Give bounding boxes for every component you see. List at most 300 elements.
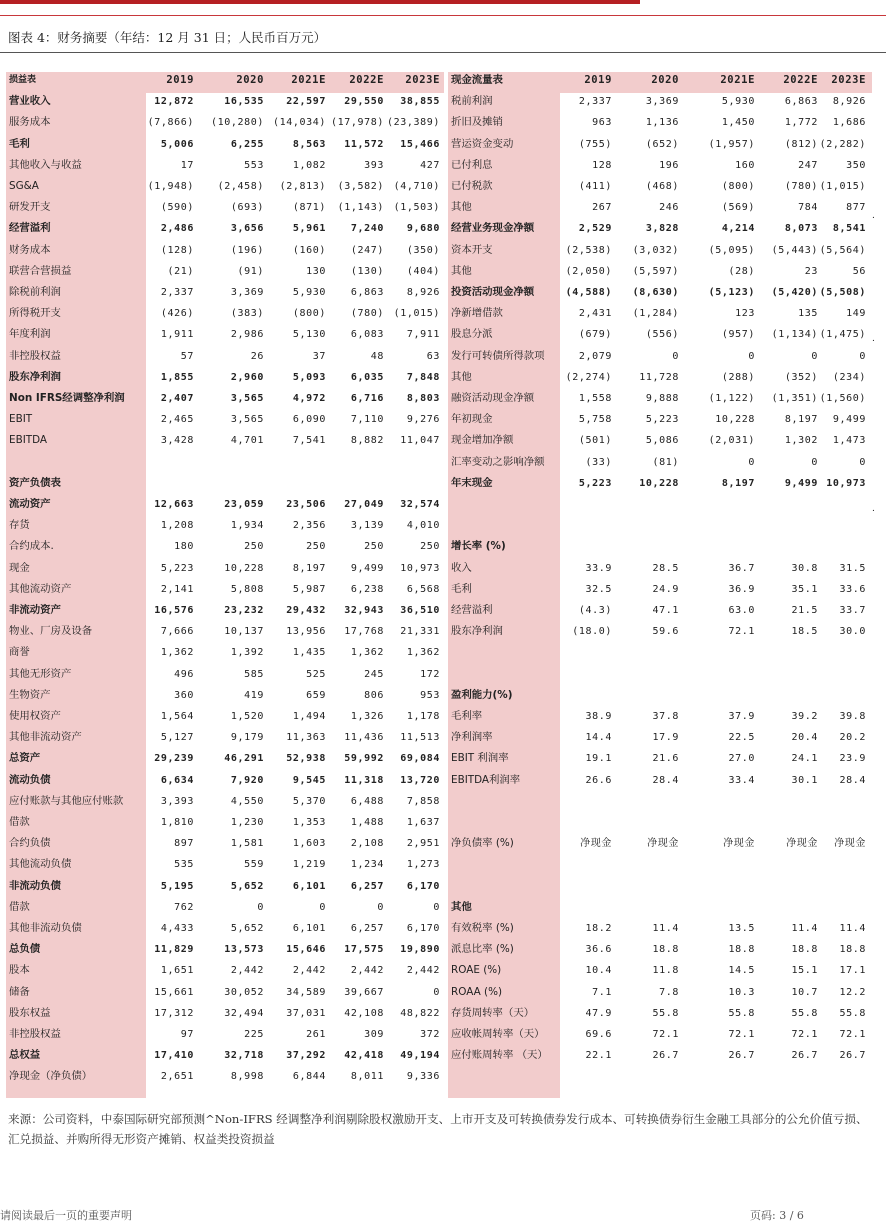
left-cell: 13,956 bbox=[286, 626, 326, 638]
right-cell: (4.3) bbox=[578, 605, 612, 616]
left-cell: 13,720 bbox=[400, 774, 440, 786]
left-cell: 245 bbox=[364, 668, 384, 680]
right-row-label: 毛利率 bbox=[451, 710, 483, 722]
right-row bbox=[0, 982, 886, 1003]
left-cell: (247) bbox=[350, 244, 384, 256]
left-cell: 9,499 bbox=[350, 562, 384, 574]
right-cell: 1,686 bbox=[832, 117, 866, 129]
left-cell: 32,494 bbox=[224, 1007, 264, 1019]
left-cell: 52,938 bbox=[286, 753, 326, 765]
left-cell: (7,866) bbox=[147, 117, 194, 129]
left-cell: 496 bbox=[174, 668, 194, 680]
right-cell: 18.8 bbox=[652, 944, 679, 956]
right-cell: 39.2 bbox=[791, 711, 818, 722]
left-cell: 17,575 bbox=[344, 944, 384, 956]
right-cell: 12.2 bbox=[839, 986, 866, 998]
left-cell: 8,563 bbox=[292, 138, 326, 150]
right-cell: 9,499 bbox=[784, 477, 818, 489]
left-row-label: 年度利润 bbox=[9, 328, 51, 341]
right-row bbox=[0, 112, 886, 133]
left-cell: 1,178 bbox=[406, 711, 440, 722]
left-row-label: 联营合营损益 bbox=[9, 264, 72, 277]
left-cell: 250 bbox=[306, 541, 326, 553]
right-row-label: ROAA (%) bbox=[451, 985, 503, 998]
left-cell: 32,718 bbox=[224, 1050, 264, 1062]
left-cell: 180 bbox=[174, 541, 194, 553]
right-cell: 6,863 bbox=[784, 96, 818, 108]
left-row-label: 服务成本 bbox=[9, 116, 51, 129]
left-cell: (2,813) bbox=[279, 181, 326, 192]
footer-disclaimer: 请阅读最后一页的重要声明 bbox=[0, 1209, 132, 1222]
left-cell: 10,137 bbox=[224, 626, 264, 638]
right-cell: 72.1 bbox=[791, 1029, 818, 1040]
right-cell: 11.4 bbox=[839, 923, 866, 934]
left-cell: 5,987 bbox=[292, 583, 326, 595]
right-row bbox=[0, 367, 886, 388]
right-cell: 26.7 bbox=[791, 1050, 818, 1062]
left-cell: (426) bbox=[160, 308, 194, 320]
left-cell: 37,031 bbox=[286, 1007, 326, 1019]
left-cell: 5,127 bbox=[160, 732, 194, 744]
right-cell: 30.8 bbox=[791, 562, 818, 574]
right-cell: (3,032) bbox=[632, 244, 679, 256]
edge-tick: . bbox=[872, 504, 875, 514]
right-row bbox=[0, 558, 886, 579]
right-cell: (81) bbox=[652, 456, 679, 468]
left-cell: 6,255 bbox=[230, 138, 264, 150]
left-row-label: 经营溢利 bbox=[9, 222, 51, 235]
right-row-label: 股息分派 bbox=[451, 328, 493, 341]
right-cell: 2,431 bbox=[578, 308, 612, 320]
left-cell: 1,581 bbox=[230, 838, 264, 850]
right-row-label: 净新增借款 bbox=[451, 307, 503, 320]
right-cell: 13.5 bbox=[728, 923, 755, 934]
left-cell: 6,170 bbox=[406, 923, 440, 934]
left-row-label: 毛利 bbox=[9, 137, 30, 150]
right-cell: (2,050) bbox=[565, 265, 612, 277]
right-cell: 10.4 bbox=[585, 965, 612, 977]
right-cell: (812) bbox=[784, 138, 818, 150]
left-cell: (2,458) bbox=[217, 181, 264, 192]
right-cell: 47.1 bbox=[652, 605, 679, 616]
left-cell: 2,108 bbox=[350, 838, 384, 850]
right-cell: 877 bbox=[846, 202, 866, 214]
left-cell: 9,336 bbox=[406, 1071, 440, 1083]
left-row-label: 其他收入与收益 bbox=[9, 158, 82, 171]
left-cell: 3,656 bbox=[230, 223, 264, 235]
right-cell: 19.1 bbox=[585, 753, 612, 765]
left-cell: 23,506 bbox=[286, 499, 326, 510]
right-cell: 7.8 bbox=[659, 986, 679, 998]
right-cell: 21.6 bbox=[652, 753, 679, 765]
right-cell: 3,369 bbox=[645, 96, 679, 108]
right-cell: 18.8 bbox=[791, 944, 818, 956]
right-row bbox=[0, 155, 886, 176]
left-cell: 36,510 bbox=[400, 605, 440, 616]
left-cell: 34,589 bbox=[286, 986, 326, 998]
right-cell: 37.8 bbox=[652, 711, 679, 722]
right-row-label: 发行可转债所得款项 bbox=[451, 349, 545, 362]
left-cell: 5,195 bbox=[160, 880, 194, 892]
left-cell: 5,223 bbox=[160, 562, 194, 574]
left-cell: (91) bbox=[237, 265, 264, 277]
right-cell: 26.7 bbox=[839, 1050, 866, 1062]
right-cell: (2,538) bbox=[565, 244, 612, 256]
left-cell: 2,951 bbox=[406, 838, 440, 850]
left-cell: 6,090 bbox=[292, 414, 326, 426]
right-row-label: 派息比率 (%) bbox=[451, 943, 514, 956]
figure-title: 图表 4：财务摘要（年结：12 月 31 日；人民币百万元） bbox=[8, 30, 327, 45]
left-cell: 261 bbox=[306, 1029, 326, 1040]
left-cell: 6,257 bbox=[350, 880, 384, 892]
left-cell: 6,863 bbox=[350, 287, 384, 298]
right-row-label: 增长率 (%) bbox=[451, 540, 506, 553]
right-cell: (2,282) bbox=[819, 138, 866, 150]
left-cell: 1,564 bbox=[160, 711, 194, 722]
left-cell: 4,433 bbox=[160, 923, 194, 934]
left-row-label: 股东权益 bbox=[9, 1006, 51, 1019]
left-cell: 1,273 bbox=[406, 859, 440, 871]
left-cell: 5,652 bbox=[230, 880, 264, 892]
left-row-label: 总权益 bbox=[9, 1049, 41, 1062]
left-cell: (1,143) bbox=[337, 202, 384, 214]
right-cell: (652) bbox=[645, 138, 679, 150]
left-cell: 2,141 bbox=[160, 583, 194, 595]
right-row bbox=[0, 685, 886, 706]
right-cell: (5,564) bbox=[819, 244, 866, 256]
left-cell: 172 bbox=[420, 668, 440, 680]
right-cell: 63.0 bbox=[728, 605, 755, 616]
right-row bbox=[0, 134, 886, 155]
right-row-label: 应收帐周转率（天） bbox=[451, 1028, 545, 1040]
left-cell: 12,872 bbox=[154, 96, 194, 108]
right-cell: (1,015) bbox=[819, 181, 866, 192]
right-cell: 33.7 bbox=[839, 605, 866, 616]
left-row-label: EBITDA bbox=[9, 434, 48, 447]
left-cell: 7,666 bbox=[160, 626, 194, 638]
left-row-label: 资产负债表 bbox=[9, 476, 61, 489]
left-cell: 6,716 bbox=[350, 393, 384, 404]
left-cell: 0 bbox=[257, 901, 264, 913]
left-cell: 2,442 bbox=[292, 965, 326, 977]
left-row-label: 股本 bbox=[9, 964, 30, 977]
left-cell: 13,573 bbox=[224, 944, 264, 956]
right-cell: (28) bbox=[728, 265, 755, 277]
left-cell: 2,486 bbox=[160, 223, 194, 235]
left-row-label: EBIT bbox=[9, 413, 33, 426]
right-cell: 1,136 bbox=[645, 117, 679, 129]
left-cell: 26 bbox=[250, 350, 264, 362]
right-cell: (2,274) bbox=[565, 371, 612, 383]
left-row-label: 其他非流动资产 bbox=[9, 731, 82, 744]
right-cell: (5,443) bbox=[771, 244, 818, 256]
right-cell: 10.7 bbox=[791, 986, 818, 998]
left-cell: 42,108 bbox=[344, 1007, 384, 1019]
left-cell: 15,646 bbox=[286, 944, 326, 956]
right-cell: (18.0) bbox=[572, 626, 612, 638]
left-cell: 57 bbox=[180, 350, 194, 362]
top-accent-bar bbox=[0, 0, 640, 4]
right-cell: 963 bbox=[592, 117, 612, 129]
right-cell: 23 bbox=[804, 265, 818, 277]
right-row bbox=[0, 770, 886, 791]
left-row-label: 存货 bbox=[9, 519, 30, 532]
left-cell: 29,239 bbox=[154, 753, 194, 765]
right-row-label: 已付利息 bbox=[451, 158, 493, 171]
top-rule bbox=[0, 15, 886, 16]
left-cell: (23,389) bbox=[387, 117, 440, 129]
right-cell: (234) bbox=[832, 371, 866, 383]
left-cell: 2,651 bbox=[160, 1071, 194, 1083]
right-cell: (352) bbox=[784, 371, 818, 383]
right-row bbox=[0, 388, 886, 409]
right-row-label: 资本开支 bbox=[451, 243, 493, 256]
right-row-label: ROAE (%) bbox=[451, 964, 502, 977]
left-cell: 1,230 bbox=[230, 817, 264, 828]
left-row-label: 合约负债 bbox=[9, 837, 51, 850]
edge-tick: . bbox=[872, 334, 875, 344]
left-cell: 4,972 bbox=[292, 393, 326, 404]
left-row-label: 非控股权益 bbox=[9, 349, 61, 362]
left-cell: 63 bbox=[426, 350, 440, 362]
left-cell: 525 bbox=[306, 668, 326, 680]
right-cell: (5,123) bbox=[708, 287, 755, 298]
left-cell: 3,565 bbox=[230, 393, 264, 404]
left-cell: 6,238 bbox=[350, 583, 384, 595]
left-row-label: 生物资产 bbox=[9, 688, 51, 701]
left-row-label: 其他非流动负债 bbox=[9, 922, 82, 934]
left-cell: 6,083 bbox=[350, 329, 384, 341]
left-cell: 2,960 bbox=[230, 371, 264, 383]
right-row bbox=[0, 664, 886, 685]
left-cell: 4,010 bbox=[406, 520, 440, 532]
source-note: 来源：公司资料，中泰国际研究部预测^Non-IFRS 经调整净利润剔除股权激励开支、上市开支及可转换债券发行成本、可转换债券衍生金融工具部分的公允价值亏损、汇兑损益、并购所得无形资产摊销、权益类投资损益 bbox=[8, 1112, 868, 1146]
left-cell: 250 bbox=[420, 541, 440, 553]
right-row bbox=[0, 748, 886, 769]
left-cell: 30,052 bbox=[224, 986, 264, 998]
left-row-label: 非控股权益 bbox=[9, 1028, 61, 1040]
left-row-label: 非流动资产 bbox=[9, 604, 61, 616]
left-row-label: 所得税开支 bbox=[9, 307, 61, 320]
left-cell: 29,432 bbox=[286, 605, 326, 616]
left-row-label: 应付账款与其他应付账款 bbox=[9, 794, 124, 807]
right-cell: 55.8 bbox=[652, 1007, 679, 1019]
right-cell: 27.0 bbox=[728, 753, 755, 765]
right-cell: 24.9 bbox=[652, 583, 679, 595]
left-row-label: 流动资产 bbox=[9, 498, 51, 510]
left-cell: 11,318 bbox=[344, 774, 384, 786]
right-cell: 350 bbox=[846, 159, 866, 171]
left-cell: 8,998 bbox=[230, 1071, 264, 1083]
right-row-label: 投资活动现金净额 bbox=[451, 286, 535, 298]
left-cell: 250 bbox=[244, 541, 264, 553]
left-row-label: 总负债 bbox=[9, 943, 41, 956]
left-cell: 48 bbox=[370, 350, 384, 362]
right-cell: (1,122) bbox=[708, 393, 755, 404]
left-cell: (1,948) bbox=[147, 181, 194, 192]
left-cell: 48,822 bbox=[400, 1007, 440, 1019]
right-row bbox=[0, 791, 886, 812]
right-row-label: 其他 bbox=[451, 900, 472, 913]
right-cell: 10,228 bbox=[715, 414, 755, 426]
right-cell: 72.1 bbox=[728, 1029, 755, 1040]
right-cell: 17.9 bbox=[652, 732, 679, 744]
left-row-label: 股东净利润 bbox=[9, 370, 61, 383]
right-row bbox=[0, 706, 886, 727]
right-cell: 22.1 bbox=[585, 1050, 612, 1062]
right-cell: 9,888 bbox=[645, 393, 679, 404]
right-cell: 135 bbox=[798, 308, 818, 320]
right-cell: 24.1 bbox=[791, 753, 818, 765]
left-cell: 585 bbox=[244, 668, 264, 680]
left-cell: 0 bbox=[319, 901, 326, 913]
right-row-label: 融资活动现金净额 bbox=[451, 392, 535, 404]
right-cell: (755) bbox=[578, 138, 612, 150]
left-cell: 130 bbox=[306, 265, 326, 277]
right-cell: 5,758 bbox=[578, 414, 612, 426]
left-cell: (1,503) bbox=[393, 202, 440, 214]
left-cell: 6,844 bbox=[292, 1071, 326, 1083]
left-cell: 1,208 bbox=[160, 520, 194, 532]
right-cell: 净现金 bbox=[786, 838, 818, 850]
left-row-label: 净现金（净负债） bbox=[9, 1070, 93, 1083]
right-cell: 33.4 bbox=[728, 774, 755, 786]
left-cell: 12,663 bbox=[154, 499, 194, 510]
footer-page-number: 页码: 3 / 6 bbox=[750, 1209, 804, 1222]
left-cell: 1,362 bbox=[350, 647, 384, 659]
right-row bbox=[0, 261, 886, 282]
left-cell: 953 bbox=[420, 689, 440, 701]
right-row-label: 其他 bbox=[451, 264, 472, 277]
right-cell: 5,086 bbox=[645, 435, 679, 447]
left-cell: 7,858 bbox=[406, 795, 440, 807]
right-cell: 7.1 bbox=[592, 986, 612, 998]
left-cell: 1,934 bbox=[230, 520, 264, 532]
right-row bbox=[0, 854, 886, 875]
right-row bbox=[0, 897, 886, 918]
right-cell: 18.8 bbox=[839, 944, 866, 956]
left-cell: 1,362 bbox=[406, 647, 440, 659]
right-cell: 0 bbox=[672, 350, 679, 362]
left-year-header: 2020 bbox=[236, 74, 264, 86]
left-cell: 5,006 bbox=[160, 138, 194, 150]
left-row-label: 商誉 bbox=[9, 646, 30, 659]
right-cell: 14.4 bbox=[585, 732, 612, 744]
right-cell: 47.9 bbox=[585, 1007, 612, 1019]
left-cell: 15,661 bbox=[154, 986, 194, 998]
title-rule bbox=[0, 52, 886, 53]
left-cell: 0 bbox=[433, 986, 440, 998]
right-row bbox=[0, 960, 886, 981]
left-cell: 1,494 bbox=[292, 711, 326, 722]
right-row bbox=[0, 91, 886, 112]
right-row bbox=[0, 473, 886, 494]
right-cell: 247 bbox=[798, 159, 818, 171]
left-cell: 17,312 bbox=[154, 1007, 194, 1019]
left-cell: 3,369 bbox=[230, 287, 264, 298]
right-cell: 8,197 bbox=[784, 414, 818, 426]
left-cell: 8,011 bbox=[350, 1071, 384, 1083]
left-row-label: 合约成本. bbox=[9, 540, 54, 553]
right-cell: 38.9 bbox=[585, 711, 612, 722]
left-cell: 97 bbox=[180, 1029, 194, 1040]
right-cell: 246 bbox=[659, 202, 679, 214]
right-cell: 8,926 bbox=[832, 96, 866, 108]
left-cell: 9,545 bbox=[292, 774, 326, 786]
right-cell: 30.1 bbox=[791, 774, 818, 786]
right-cell: 2,529 bbox=[578, 223, 612, 235]
right-cell: (2,031) bbox=[708, 435, 755, 447]
right-row-label: 折旧及摊销 bbox=[451, 116, 503, 129]
left-cell: 1,488 bbox=[350, 817, 384, 828]
right-row-label: 净负债率 (%) bbox=[451, 837, 514, 850]
left-cell: 7,911 bbox=[406, 329, 440, 341]
right-row-label: 经营业务现金净额 bbox=[451, 222, 535, 235]
left-cell: 2,356 bbox=[292, 520, 326, 532]
left-cell: 806 bbox=[364, 689, 384, 701]
right-row-label: 应付账周转率 （天） bbox=[451, 1049, 548, 1062]
right-cell: 净现金 bbox=[834, 838, 866, 850]
right-year-header: 2021E bbox=[720, 74, 755, 86]
right-cell: 31.5 bbox=[839, 562, 866, 574]
right-row-label: 已付税款 bbox=[451, 180, 493, 192]
right-cell: 69.6 bbox=[585, 1029, 612, 1040]
right-cell: 55.8 bbox=[728, 1007, 755, 1019]
right-row bbox=[0, 197, 886, 218]
left-row bbox=[0, 1066, 886, 1087]
left-row-label: 除税前利润 bbox=[9, 286, 61, 298]
right-cell: (5,508) bbox=[819, 287, 866, 298]
right-cell: 196 bbox=[659, 159, 679, 171]
right-cell: 11.4 bbox=[652, 923, 679, 934]
right-cell: 72.1 bbox=[839, 1029, 866, 1040]
left-cell: 1,392 bbox=[230, 647, 264, 659]
left-cell: 360 bbox=[174, 689, 194, 701]
right-cell: 55.8 bbox=[791, 1007, 818, 1019]
right-row bbox=[0, 409, 886, 430]
right-cell: (5,095) bbox=[708, 244, 755, 256]
right-cell: (5,597) bbox=[632, 265, 679, 277]
left-cell: 1,651 bbox=[160, 965, 194, 977]
right-row bbox=[0, 876, 886, 897]
right-cell: (501) bbox=[578, 435, 612, 447]
right-row bbox=[0, 176, 886, 197]
left-year-header: 2023E bbox=[405, 74, 440, 86]
right-cell: 149 bbox=[846, 308, 866, 320]
right-cell: 21.5 bbox=[791, 605, 818, 616]
right-cell: 9,499 bbox=[832, 414, 866, 426]
left-cell: 4,550 bbox=[230, 795, 264, 807]
right-cell: 28.4 bbox=[652, 774, 679, 786]
left-cell: 6,488 bbox=[350, 795, 384, 807]
right-cell: 20.4 bbox=[791, 732, 818, 744]
right-cell: (556) bbox=[645, 329, 679, 341]
left-cell: 7,848 bbox=[406, 371, 440, 383]
right-cell: 5,223 bbox=[645, 414, 679, 426]
right-cell: 5,930 bbox=[721, 96, 755, 108]
left-cell: 32,574 bbox=[400, 499, 440, 510]
left-cell: 5,370 bbox=[292, 795, 326, 807]
left-cell: 23,059 bbox=[224, 499, 264, 510]
left-row-label: 借款 bbox=[9, 816, 30, 828]
left-cell: (14,034) bbox=[273, 117, 326, 129]
left-cell: (196) bbox=[230, 244, 264, 256]
left-cell: 559 bbox=[244, 859, 264, 871]
left-cell: 5,130 bbox=[292, 329, 326, 341]
left-cell: 4,701 bbox=[230, 435, 264, 447]
left-cell: 59,992 bbox=[344, 753, 384, 765]
right-row-label: EBITDA利润率 bbox=[451, 773, 521, 786]
